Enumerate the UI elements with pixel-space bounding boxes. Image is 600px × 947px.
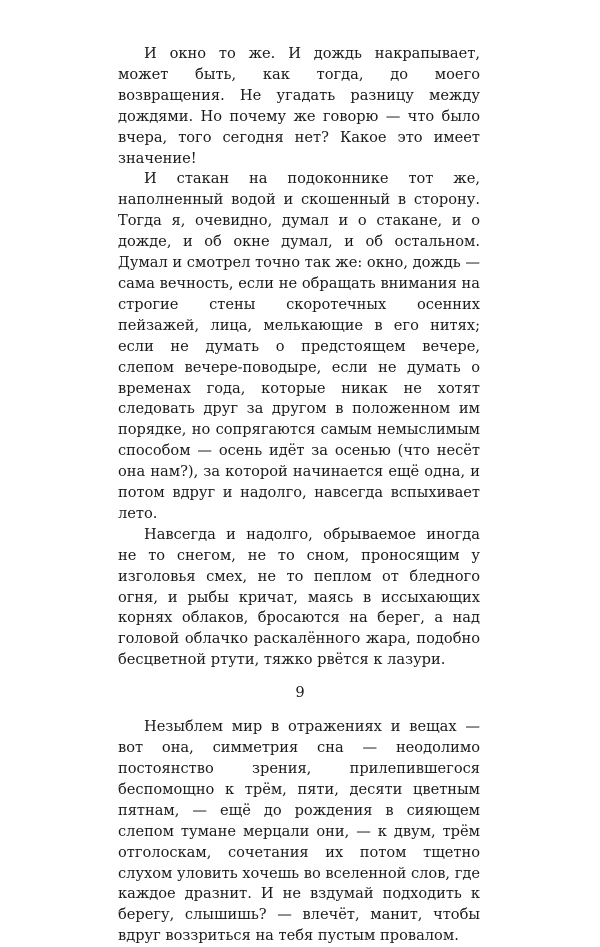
text-section-1 — [118, 44, 480, 671]
paragraph: И стакан на подоконнике тот же, наполненный водой и скошенный в сторону. Тогда я, очевидно, думал и о стакане, и о дожде, и об окне думал, и об остальном. Думал и смотрел точно так же: окно, дождь — сама вечность, если не обращать внимания на строгие стены скоротечных осенних пейзажей, лица, мелькающие в его нитях; если не думать о предстоящем вечере, слепом вечере-поводыре, если не думать о временах года, которые никак не хотят следовать друг за другом в положенном им порядке, но сопрягаются самым немыслимым способом — осень идёт за осенью (что несёт она нам?), за которой начинается ещё одна, и потом вдруг и надолго, навсегда вспыхивает лето. — [118, 170, 480, 522]
text-section-2 — [118, 717, 480, 947]
paragraph: Незыблем мир в отражениях и вещах — вот она, симметрия сна — неодолимо постоянство зрения, прилепившегося беспомощно к трём, пяти, десяти цветным пятнам, — ещё до рождения в сияющем слепом тумане мерцали они, — к двум, трём отголоскам, сочетания их потом тщетно слухом уловить хочешь во вселенной слов, где каждое дразнит. И не вздумай подходить к берегу, слышишь? — влечёт, манит, чтобы вдруг воззриться на тебя пустым провалом. — [118, 718, 480, 945]
page-number: 9 — [295, 684, 305, 701]
paragraph: Навсегда и надолго, обрываемое иногда не то снегом, не то сном, проносящим у изголовья смех, не то пеплом от бледного огня, и рыбы кричат, маясь в иссыхающих корнях облаков, бросаются на берег, а над головой облачко раскалённого жара, подобно бесцветной ртути, тяжко рвётся к лазури. — [118, 525, 480, 669]
page-text — [118, 44, 480, 947]
paragraph: И окно то же. И дождь накрапывает, может быть, как тогда, до моего возвращения. Не угадать разницу между дождями. Но почему же говорю — что было вчера, того сегодня нет? Какое это имеет значение! — [118, 45, 480, 167]
